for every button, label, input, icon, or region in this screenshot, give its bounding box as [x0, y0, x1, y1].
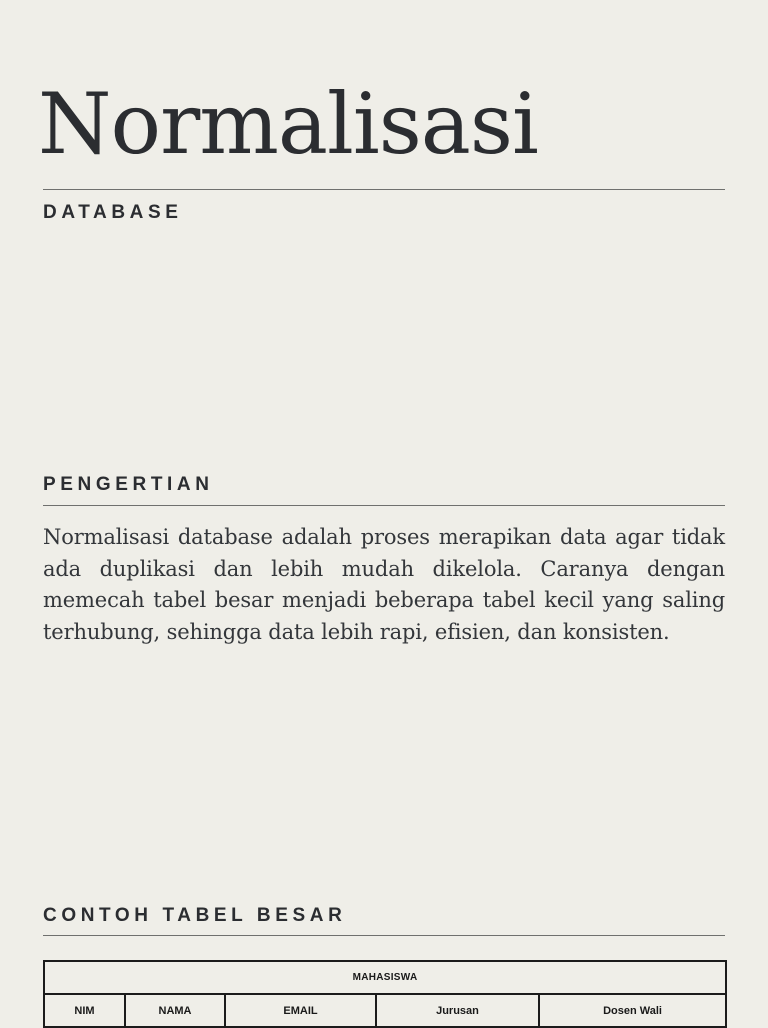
title-divider	[43, 189, 725, 190]
section-divider-contoh-tabel	[43, 935, 725, 936]
column-header-nama: NAMA	[125, 994, 225, 1027]
section-heading-pengertian: PENGERTIAN	[43, 474, 214, 495]
table-caption: MAHASISWA	[44, 961, 726, 994]
section-heading-contoh-tabel: CONTOH TABEL BESAR	[43, 905, 347, 926]
table-header-row	[44, 994, 726, 1027]
section-divider-pengertian	[43, 505, 725, 506]
document-title: Normalisasi	[38, 75, 538, 173]
mahasiswa-table	[43, 960, 727, 1028]
definition-paragraph: Normalisasi database adalah proses merapikan data agar tidak ada duplikasi dan lebih mudah dikelola. Caranya dengan memecah tabel besar menjadi beberapa tabel kecil yang saling terhubung, sehingga data lebih rapi, efisien, dan konsisten.	[43, 525, 725, 644]
column-header-nim: NIM	[44, 994, 125, 1027]
column-header-dosen-wali: Dosen Wali	[539, 994, 726, 1027]
column-header-jurusan: Jurusan	[376, 994, 539, 1027]
column-header-email: EMAIL	[225, 994, 376, 1027]
document-subtitle: DATABASE	[43, 202, 183, 223]
